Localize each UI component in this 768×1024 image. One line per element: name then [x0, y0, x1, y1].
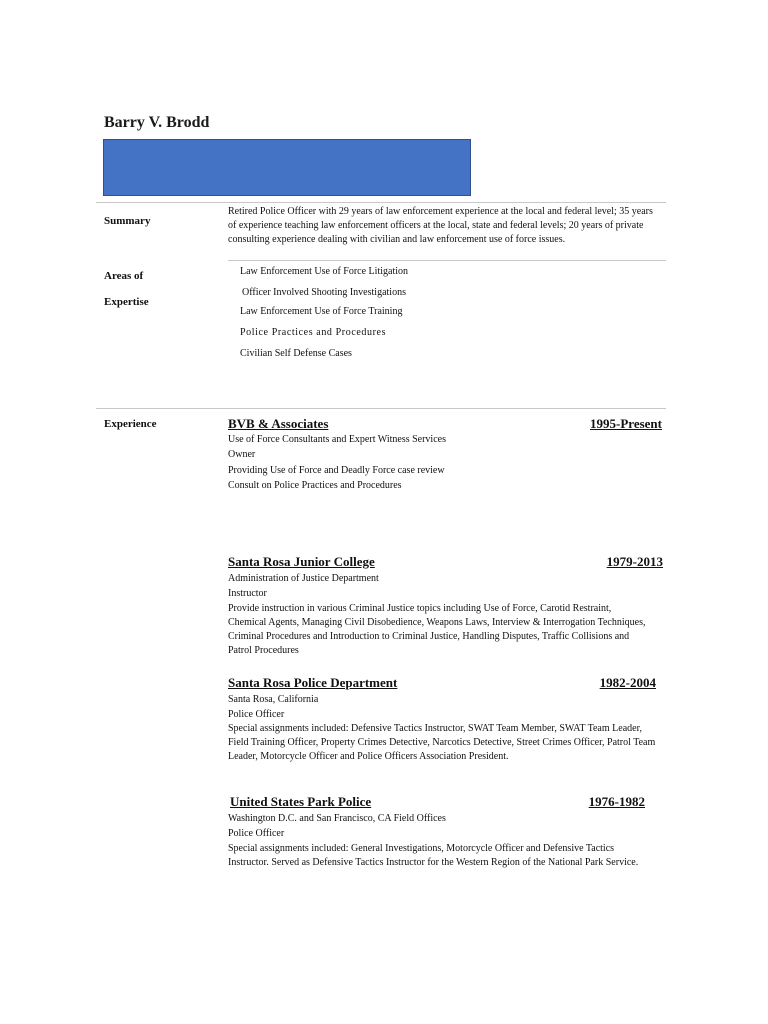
job-line: Instructor [228, 588, 267, 599]
expertise-item: Civilian Self Defense Cases [240, 348, 352, 359]
section-divider [96, 202, 666, 203]
job-years: 1995-Present [590, 416, 662, 431]
job-line: Police Officer [228, 828, 285, 839]
job-description: Special assignments included: General Investigations, Motorcycle Officer and Defensive Tactics Instructor. Served as Defensive Tactics Instructor for the Western Region of the National Park Service. [228, 843, 639, 868]
job-line: Consult on Police Practices and Procedures [228, 480, 402, 491]
expertise-item: Police Practices and Procedures [240, 327, 387, 338]
expertise-label-line2: Expertise [104, 296, 149, 308]
job-years: 1979-2013 [606, 554, 663, 569]
section-divider [96, 408, 666, 409]
job-description: Special assignments included: Defensive Tactics Instructor, SWAT Team Member, SWAT Team Leader, Field Training Officer, Property Crimes Detective, Narcotics Detective, Street Crimes Officer, Patrol Team Leader, Motorcycle Officer and Police Officers Association President. [228, 723, 656, 762]
expertise-item: Officer Involved Shooting Investigations [242, 287, 406, 298]
job-years: 1976-1982 [588, 794, 645, 809]
job-company: Santa Rosa Junior College [228, 554, 375, 569]
job-line: Use of Force Consultants and Expert Witness Services [228, 434, 446, 445]
section-divider [228, 260, 666, 261]
summary-label: Summary [104, 215, 151, 227]
job-line: Administration of Justice Department [228, 573, 379, 584]
resume-name: Barry V. Brodd [104, 114, 210, 131]
job-years: 1982-2004 [599, 675, 656, 690]
job-line: Providing Use of Force and Deadly Force case review [228, 465, 445, 476]
expertise-item: Law Enforcement Use of Force Litigation [240, 266, 408, 277]
job-company: Santa Rosa Police Department [228, 675, 398, 690]
job-line: Police Officer [228, 709, 285, 720]
header-banner [103, 139, 471, 196]
summary-text: Retired Police Officer with 29 years of law enforcement experience at the local and federal level; 35 years of experience teaching law enforcement officers at the local, state and federal levels; 20 years of private consulting experience dealing with civilian and law enforcement use of force issues. [228, 206, 653, 245]
job-company: United States Park Police [230, 794, 372, 809]
experience-label: Experience [104, 418, 157, 430]
expertise-item: Law Enforcement Use of Force Training [240, 306, 403, 317]
job-description: Provide instruction in various Criminal Justice topics including Use of Force, Carotid Restraint, Chemical Agents, Managing Civil Disobedience, Weapons Laws, Interview & Interrogation Techniques, Criminal Procedures and Introduction to Criminal Justice, Handling Disputes, Traffic Collisions and Patrol Procedures [228, 603, 646, 656]
expertise-label-line1: Areas of [104, 270, 144, 282]
job-line: Owner [228, 449, 256, 460]
job-line: Santa Rosa, California [228, 694, 319, 705]
job-company: BVB & Associates [228, 416, 329, 431]
job-line: Washington D.C. and San Francisco, CA Field Offices [228, 813, 446, 824]
